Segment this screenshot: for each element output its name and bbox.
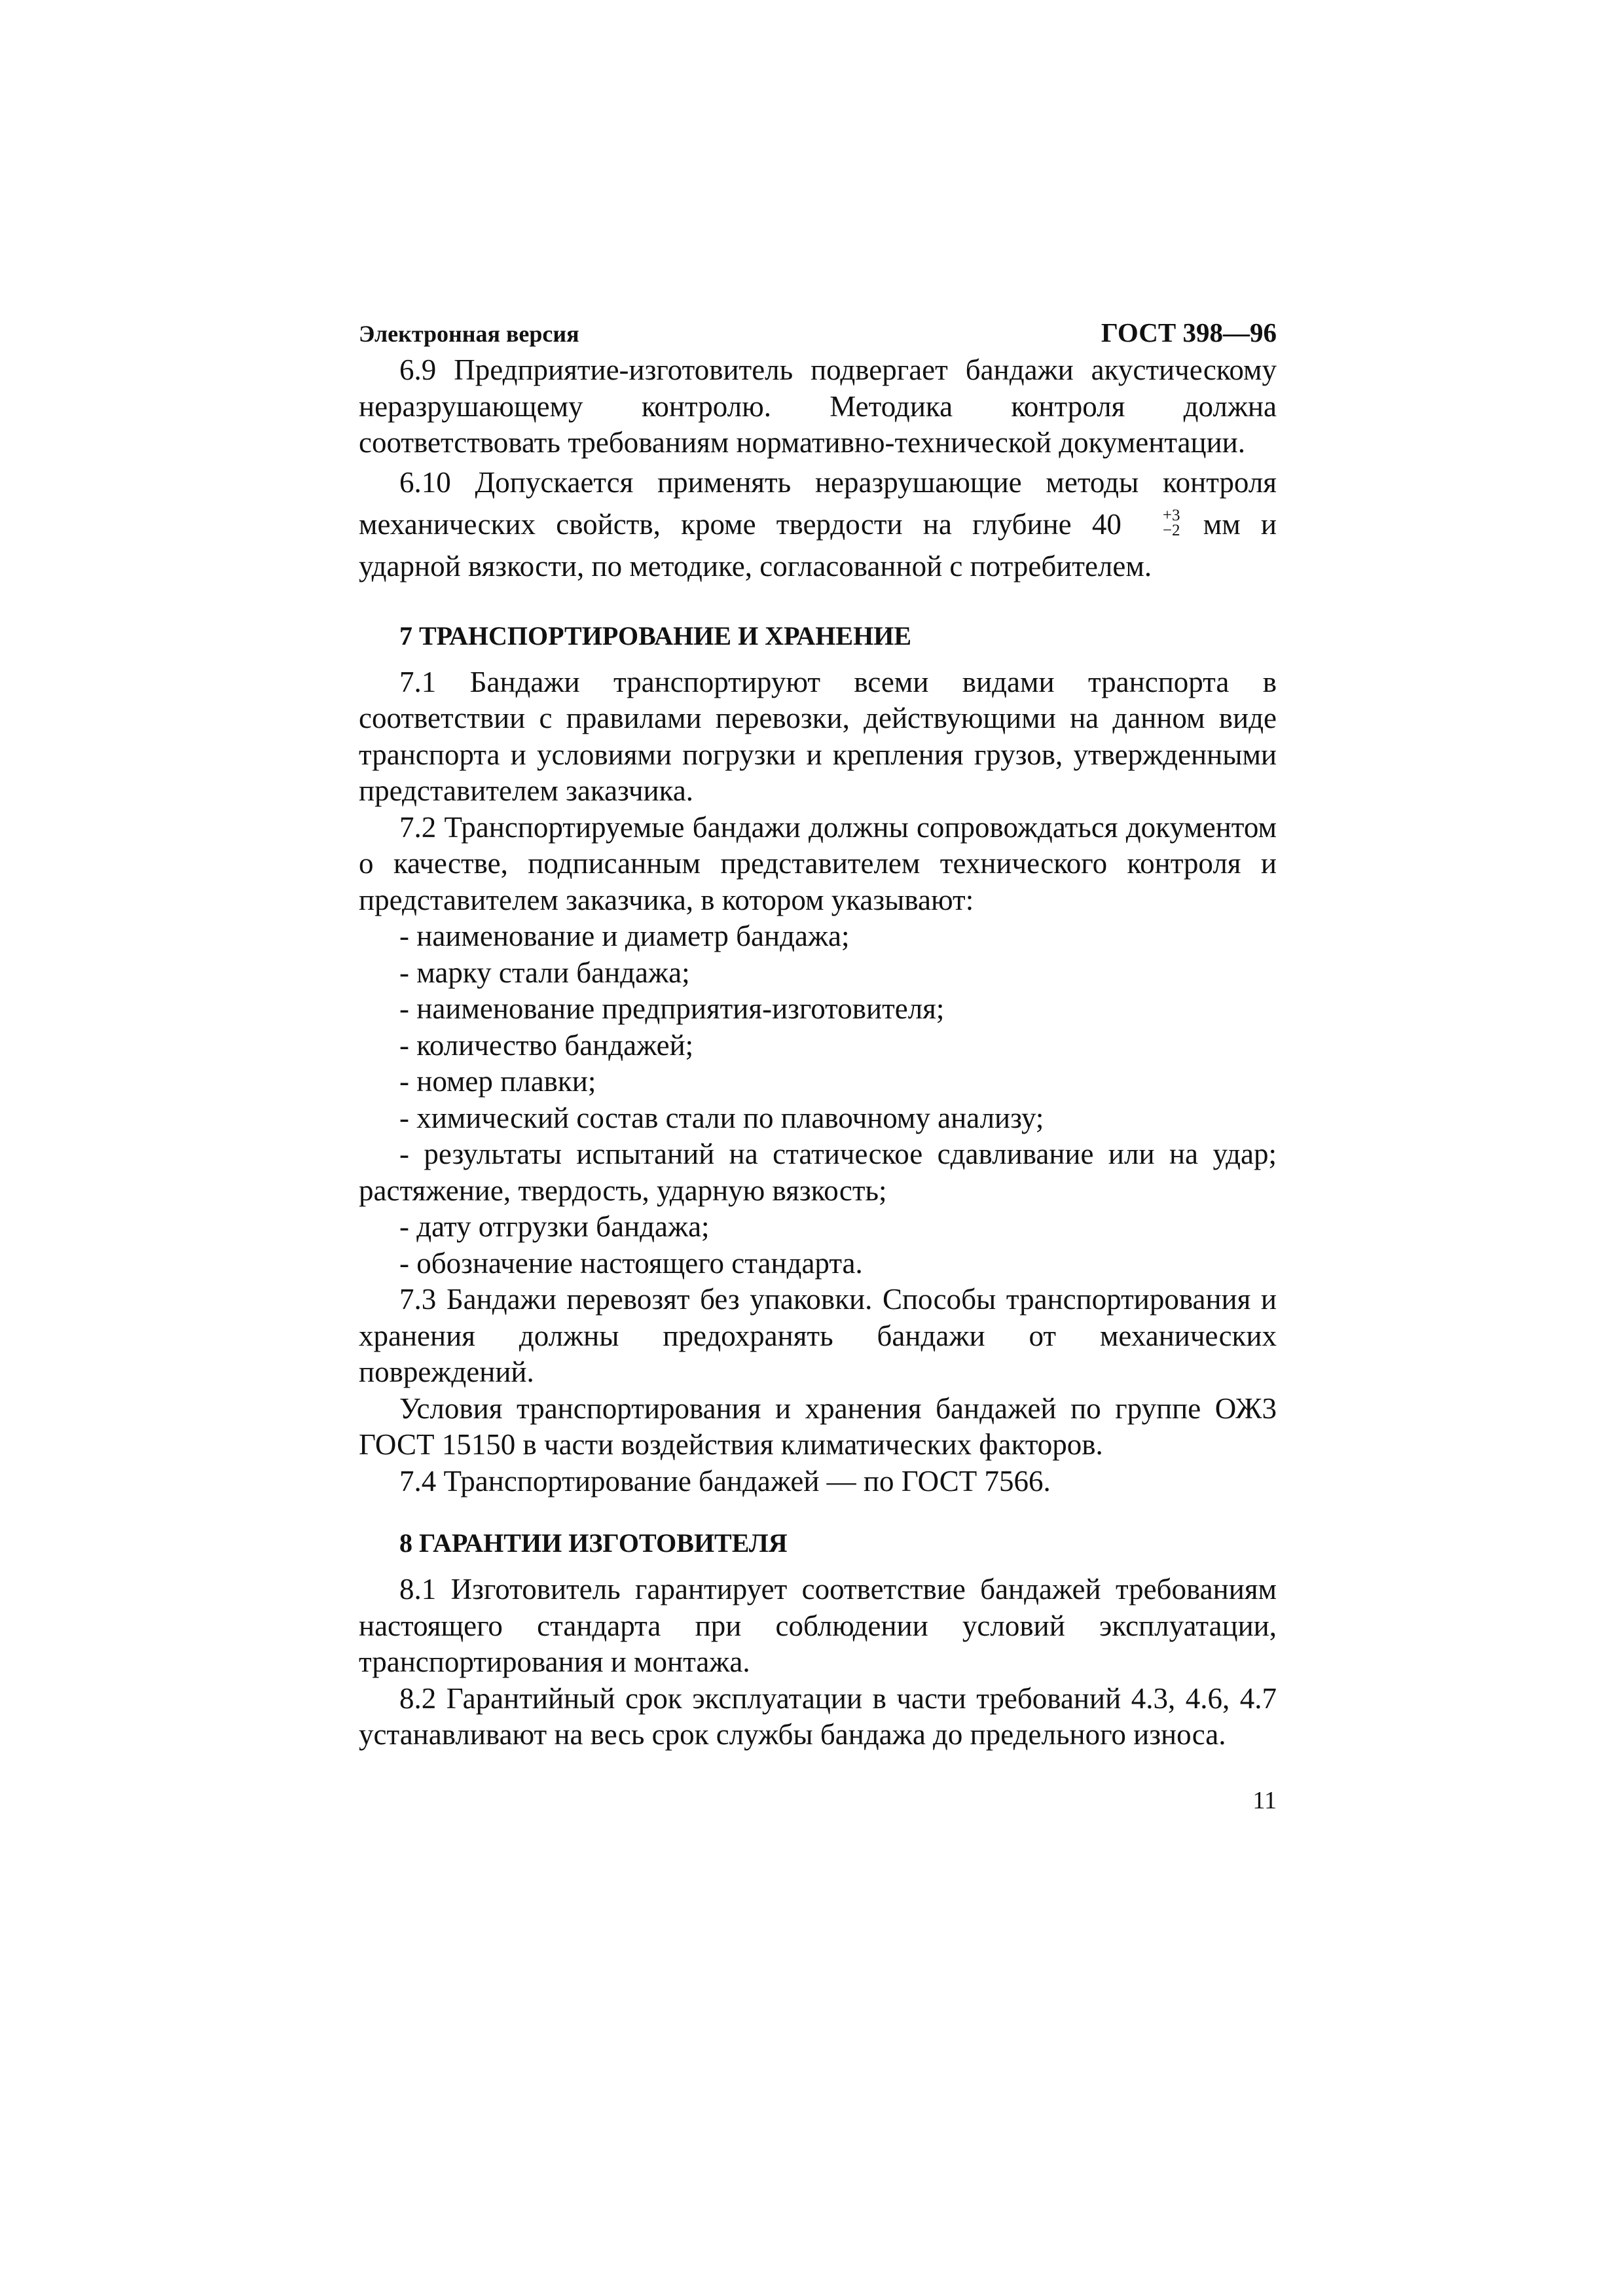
paragraph-6-10 bbox=[359, 461, 1277, 587]
header-edition-label: Электронная версия bbox=[359, 321, 579, 347]
list-item: - количество бандажей; bbox=[399, 1028, 694, 1062]
header-standard-number: ГОСТ 398—96 bbox=[1101, 317, 1277, 348]
list-item: - марку стали бандажа; bbox=[399, 956, 690, 989]
tolerance-lower: −2 bbox=[1162, 522, 1180, 540]
tolerance-upper: +3 bbox=[1162, 507, 1180, 525]
list-item: - номер плавки; bbox=[399, 1065, 596, 1098]
section-7-heading: 7 ТРАНСПОРТИРОВАНИЕ И ХРАНЕНИЕ bbox=[399, 620, 911, 651]
document-page bbox=[359, 314, 1277, 1819]
paragraph-6-10-text-end: мм и ударной вязкости, по методике, согласованной с потребителем. bbox=[359, 507, 1277, 583]
paragraph-7-4: 7.4 Транспортирование бандажей — по ГОСТ 7566. bbox=[399, 1464, 1051, 1498]
paragraph-7-1: 7.1 Бандажи транспортируют всеми видами транспорта в соответствии с правилами перевозки, действующими на данном виде транспорта и условиями погрузки и крепления грузов, утвержденными представителем заказчика. bbox=[359, 665, 1277, 807]
list-item: - наименование и диаметр бандажа; bbox=[399, 920, 850, 952]
paragraph-8-2: 8.2 Гарантийный срок эксплуатации в части требований 4.3, 4.6, 4.7 устанавливают на весь срок службы бандажа до предельного износа. bbox=[359, 1681, 1277, 1751]
paragraph-7-3: 7.3 Бандажи перевозят без упаковки. Способы транспортирования и хранения должны предохранять бандажи от механических повреждений. bbox=[359, 1283, 1277, 1388]
list-item: - химический состав стали по плавочному анализу; bbox=[399, 1101, 1044, 1134]
paragraph-7-3-storage-conditions: Условия транспортирования и хранения бандажей по группе ОЖ3 ГОСТ 15150 в части воздействия климатических факторов. bbox=[359, 1391, 1277, 1461]
paragraph-7-2: 7.2 Транспортируемые бандажи должны сопровождаться документом о качестве, подписанным представителем технического контроля и представителем заказчика, в котором указывают: bbox=[359, 810, 1277, 916]
list-item: - наименование предприятия-изготовителя; bbox=[399, 992, 945, 1025]
page-number: 11 bbox=[1252, 1786, 1277, 1814]
paragraph-6-10-text-start: 6.10 Допускается применять неразрушающие методы контроля механических свойств, кроме твердости на глубине 40 bbox=[359, 465, 1277, 541]
list-item: - обозначение настоящего стандарта. bbox=[399, 1246, 863, 1280]
page-header bbox=[359, 314, 1277, 352]
paragraph-6-9: 6.9 Предприятие-изготовитель подвергает бандажи акустическому неразрушающему контролю. Методика контроля должна соответствовать требованиям нормативно-технической документации. bbox=[359, 353, 1277, 459]
list-item: - дату отгрузки бандажа; bbox=[399, 1210, 710, 1243]
list-item: - результаты испытаний на статическое сдавливание или на удар; растяжение, твердость, ударную вязкость; bbox=[359, 1138, 1277, 1207]
paragraph-8-1: 8.1 Изготовитель гарантирует соответствие бандажей требованиям настоящего стандарта при соблюдении условий эксплуатации, транспортирования и монтажа. bbox=[359, 1573, 1277, 1678]
depth-tolerance bbox=[1122, 508, 1180, 538]
section-8-heading: 8 ГАРАНТИИ ИЗГОТОВИТЕЛЯ bbox=[399, 1528, 788, 1558]
